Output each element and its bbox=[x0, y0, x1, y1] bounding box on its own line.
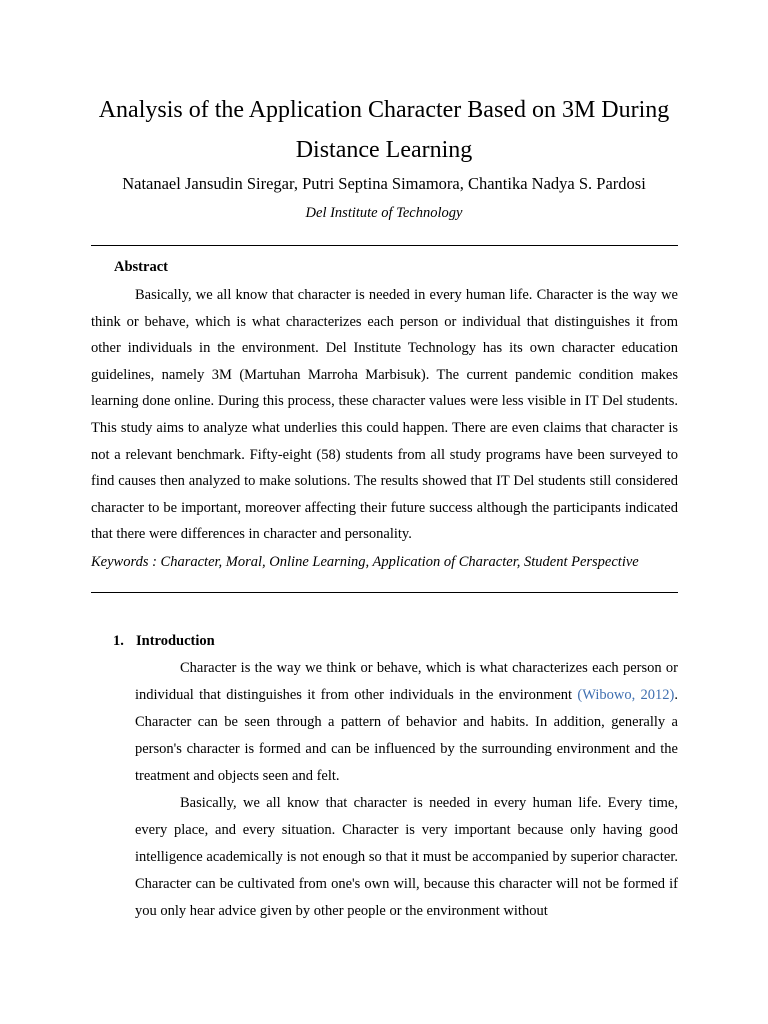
citation-link[interactable]: (Wibowo, 2012) bbox=[577, 687, 675, 703]
paragraph-text: . Character can be seen through a pattern of behavior and habits. In addition, generally a person's character is formed and can be influenced by the surrounding environment and the treatment and objects seen and felt. bbox=[135, 687, 679, 784]
section-title: Introduction bbox=[136, 633, 215, 649]
paragraph-text: Character is the way we think or behave, which is what characterizes each person or individual that distinguishes it from other individuals in the environment bbox=[135, 660, 678, 703]
paper-title: Analysis of the Application Character Based on 3M During Distance Learning bbox=[98, 97, 670, 163]
abstract-top-divider bbox=[91, 245, 678, 246]
introduction-paragraph-2: Basically, we all know that character is needed in every human life. Every time, every place, and every situation. Character is very important because only having good intelligence academically is not enough so that it must be accompanied by superior character. Character can be cultivated from one's own will, because this character will not be formed if you only hear advice given by other people or the environment without bbox=[135, 795, 678, 919]
introduction-paragraph-1 bbox=[135, 655, 678, 790]
author-list: Natanael Jansudin Siregar, Putri Septina Simamora, Chantika Nadya S. Pardosi bbox=[122, 174, 646, 193]
abstract-body: Basically, we all know that character is needed in every human life. Character is the way we think or behave, which is what characterizes each person or individual that distinguishes it from other individuals in the environment. Del Institute Technology has its own character education guidelines, namely 3M (Martuhan Marroha Marbisuk). The current pandemic condition makes learning done online. During this process, these character values were less visible in IT Del students. This study aims to analyze what underlies this could happen. There are even claims that character is not a relevant benchmark. Fifty-eight (58) students from all study programs have been surveyed to find causes then analyzed to make solutions. The results showed that IT Del students still considered character to be important, moreover affecting their future success although the participants indicated that there were differences in character and personality. bbox=[91, 287, 678, 543]
section-number: 1. bbox=[113, 633, 124, 649]
abstract-heading: Abstract bbox=[114, 259, 168, 275]
section-heading-introduction bbox=[113, 630, 215, 652]
abstract-bottom-divider bbox=[91, 592, 678, 593]
author-affiliation: Del Institute of Technology bbox=[305, 205, 463, 221]
keywords-line: Keywords : Character, Moral, Online Learning, Application of Character, Student Perspective bbox=[91, 554, 639, 570]
